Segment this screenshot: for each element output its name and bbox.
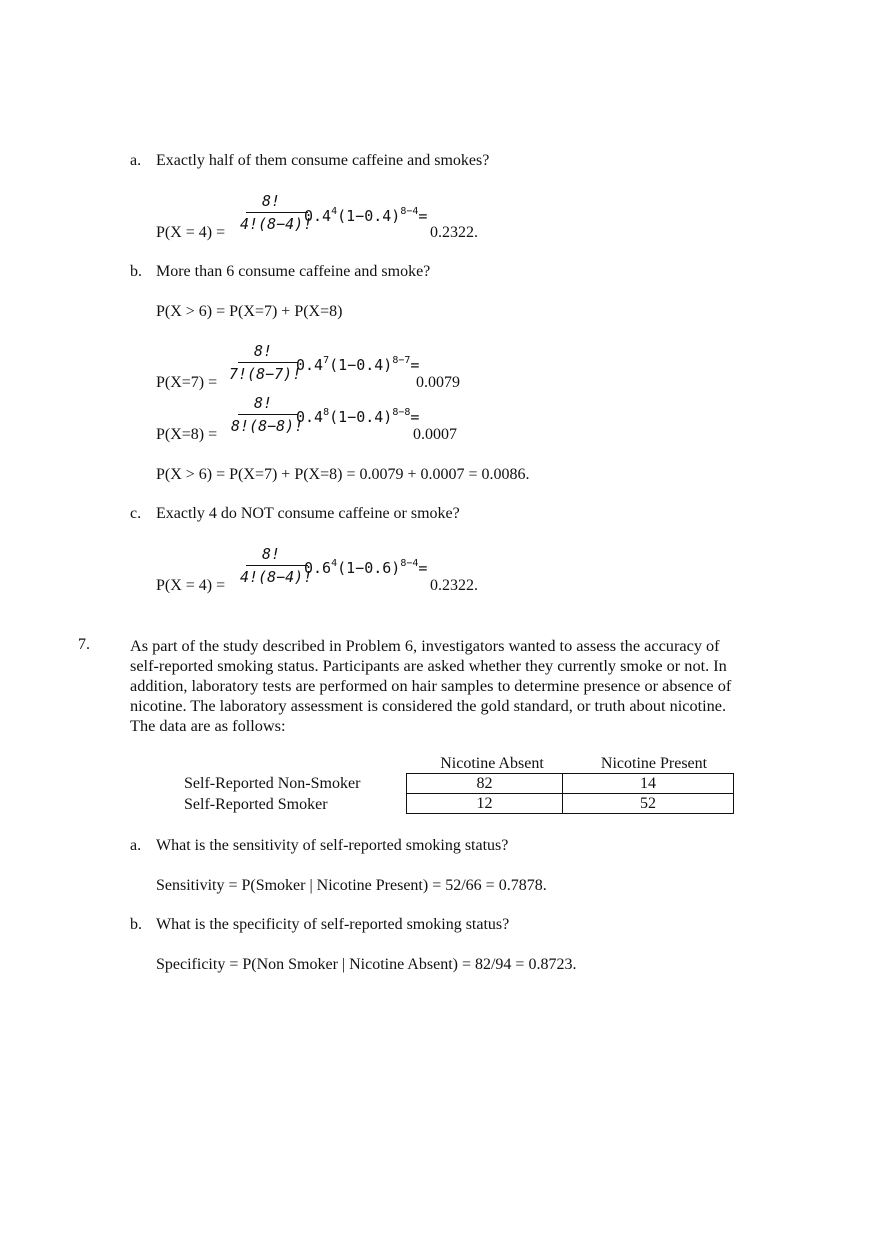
part-b-marker: b.	[130, 263, 142, 280]
fraction-denominator: 4!(8−4)!	[240, 568, 313, 586]
part-c-result: 0.2322.	[430, 577, 478, 594]
row-label: Self-Reported Smoker	[184, 796, 328, 813]
p7-a-answer: Sensitivity = P(Smoker | Nicotine Present) = 52/66 = 0.7878.	[156, 877, 547, 894]
part-c-lhs: P(X = 4) =	[156, 577, 226, 594]
text-line: As part of the study described in Problem 6, investigators wanted to assess the accuracy of	[130, 636, 720, 655]
fraction-bar	[238, 414, 298, 415]
formula-power-terms: $0.4^7(1-0.4)^{8-7}=$	[296, 355, 420, 374]
table-cell: 82	[407, 774, 563, 794]
p7-b-answer: Specificity = P(Non Smoker | Nicotine Absent) = 82/94 = 0.8723.	[156, 956, 577, 973]
text-line: nicotine. The laboratory assessment is considered the gold standard, or truth about nicotine.	[130, 696, 727, 715]
fraction-bar	[246, 565, 308, 566]
text-line: addition, laboratory tests are performed on hair samples to determine presence or absence of	[130, 676, 732, 695]
fraction-numerator: 8!	[254, 394, 273, 412]
p7-b-marker: b.	[130, 916, 142, 933]
formula-power-terms: $0.4^8(1-0.4)^{8-8}=$	[296, 407, 420, 426]
fraction-bar	[246, 212, 308, 213]
fraction-numerator: 8!	[254, 342, 273, 360]
problem-7-number: 7.	[78, 636, 90, 653]
part-a-result: 0.2322.	[430, 224, 478, 241]
part-b-x7-lhs: P(X=7) =	[156, 374, 218, 391]
part-b-x8-lhs: P(X=8) =	[156, 426, 218, 443]
part-a-question: Exactly half of them consume caffeine and smokes?	[156, 152, 490, 169]
part-b-x8-result: 0.0007	[413, 426, 457, 443]
part-c-marker: c.	[130, 505, 142, 522]
part-a-marker: a.	[130, 152, 142, 169]
p7-a-question: What is the sensitivity of self-reported smoking status?	[156, 837, 509, 854]
table-row	[407, 794, 734, 814]
formula-power-terms: $0.6^4(1-0.6)^{8-4}=$	[304, 558, 428, 577]
fraction-denominator: 7!(8−7)!	[229, 365, 302, 383]
data-grid	[406, 773, 734, 814]
table-row	[407, 774, 734, 794]
fraction-denominator: 8!(8−8)!	[231, 417, 304, 435]
text-line: self-reported smoking status. Participants are asked whether they currently smoke or not. In	[130, 656, 727, 675]
problem-7-text	[130, 636, 780, 736]
formula-power-terms: $0.4^4(1-0.4)^{8-4}=$	[304, 206, 428, 225]
fraction-denominator: 4!(8−4)!	[240, 215, 313, 233]
part-b-x7-result: 0.0079	[416, 374, 460, 391]
table-cell: 14	[563, 774, 734, 794]
fraction-numerator: 8!	[262, 545, 281, 563]
row-label: Self-Reported Non-Smoker	[184, 775, 361, 792]
p7-b-question: What is the specificity of self-reported smoking status?	[156, 916, 510, 933]
part-b-question: More than 6 consume caffeine and smoke?	[156, 263, 431, 280]
part-a-lhs: P(X = 4) =	[156, 224, 226, 241]
column-header: Nicotine Present	[600, 755, 708, 772]
p7-a-marker: a.	[130, 837, 142, 854]
column-header: Nicotine Absent	[440, 755, 544, 772]
text-line: The data are as follows:	[130, 716, 286, 735]
fraction-bar	[238, 362, 298, 363]
table-cell: 12	[407, 794, 563, 814]
fraction-numerator: 8!	[262, 192, 281, 210]
part-b-sum-line: P(X > 6) = P(X=7) + P(X=8)	[156, 303, 343, 320]
table-cell: 52	[563, 794, 734, 814]
part-c-question: Exactly 4 do NOT consume caffeine or smoke?	[156, 505, 460, 522]
part-b-total-line: P(X > 6) = P(X=7) + P(X=8) = 0.0079 + 0.0007 = 0.0086.	[156, 466, 530, 483]
